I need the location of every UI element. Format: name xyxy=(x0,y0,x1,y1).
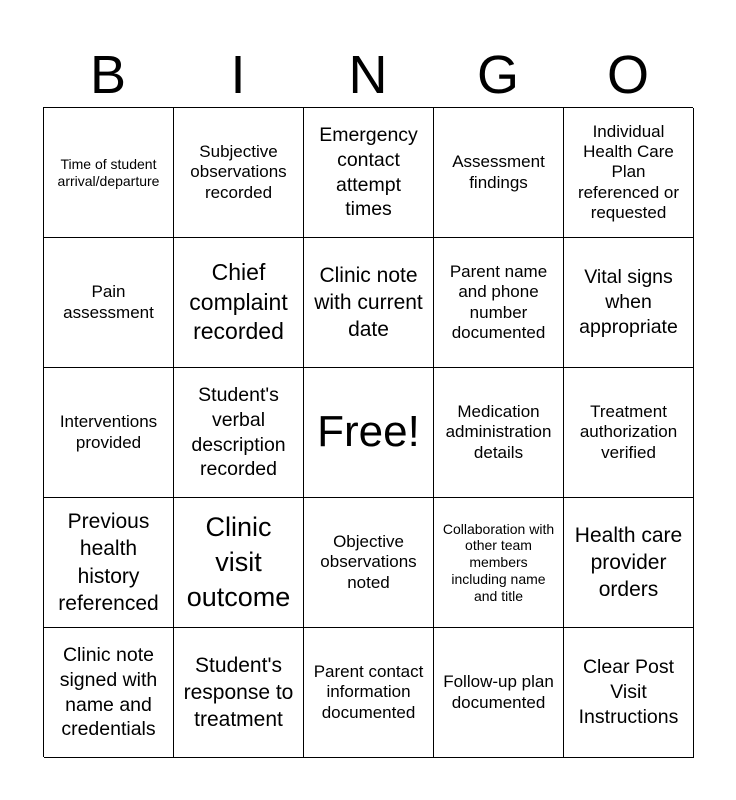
bingo-cell: Parent contact information documented xyxy=(304,628,434,758)
bingo-cell: Clear Post Visit Instructions xyxy=(564,628,694,758)
bingo-cell: Time of student arrival/departure xyxy=(44,108,174,238)
bingo-cell: Clinic visit outcome xyxy=(174,498,304,628)
header-letter-g: G xyxy=(476,45,519,105)
bingo-cell: Emergency contact attempt times xyxy=(304,108,434,238)
bingo-cell: Subjective observations recorded xyxy=(174,108,304,238)
bingo-cell: Student's response to treatment xyxy=(174,628,304,758)
bingo-cell: Follow-up plan documented xyxy=(434,628,564,758)
bingo-cell: Treatment authorization verified xyxy=(564,368,694,498)
bingo-cell: Pain assessment xyxy=(44,238,174,368)
header-letter-o: O xyxy=(606,45,649,105)
bingo-card-grid xyxy=(43,107,693,757)
bingo-cell: Objective observations noted xyxy=(304,498,434,628)
header-letter-n: N xyxy=(348,45,388,105)
bingo-cell: Assessment findings xyxy=(434,108,564,238)
bingo-cell: Parent name and phone number documented xyxy=(434,238,564,368)
bingo-header xyxy=(43,44,693,106)
bingo-cell: Collaboration with other team members including name and title xyxy=(434,498,564,628)
bingo-cell: Interventions provided xyxy=(44,368,174,498)
bingo-free-space: Free! xyxy=(304,368,434,498)
bingo-cell: Chief complaint recorded xyxy=(174,238,304,368)
bingo-cell: Clinic note signed with name and credentials xyxy=(44,628,174,758)
bingo-cell: Previous health history referenced xyxy=(44,498,174,628)
header-letter-i: I xyxy=(230,45,246,105)
bingo-cell: Student's verbal description recorded xyxy=(174,368,304,498)
bingo-cell: Health care provider orders xyxy=(564,498,694,628)
bingo-cell: Medication administration details xyxy=(434,368,564,498)
bingo-cell: Clinic note with current date xyxy=(304,238,434,368)
bingo-cell: Individual Health Care Plan referenced or requested xyxy=(564,108,694,238)
header-letter-b: B xyxy=(89,45,127,105)
bingo-cell: Vital signs when appropriate xyxy=(564,238,694,368)
